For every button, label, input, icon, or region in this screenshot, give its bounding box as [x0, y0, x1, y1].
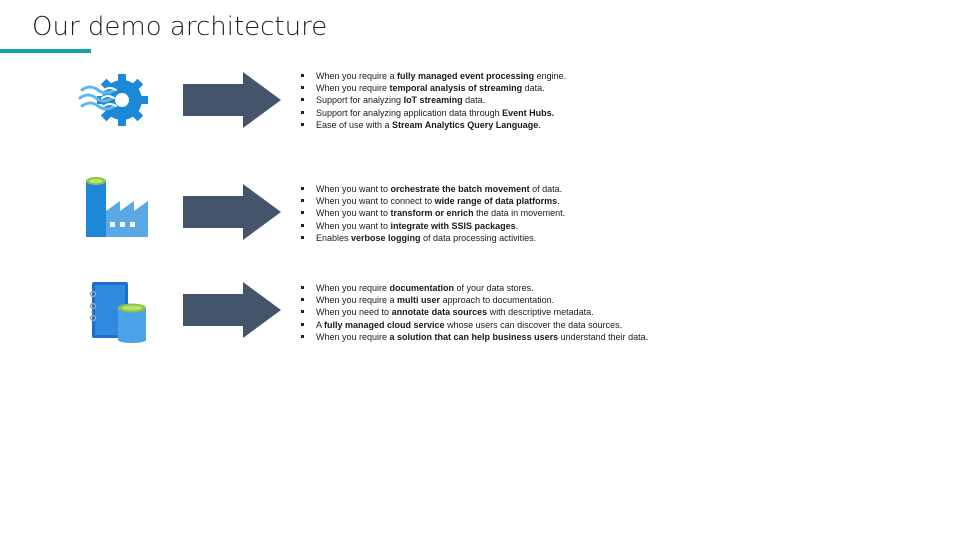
list-item: When you want to orchestrate the batch movement of data. [300, 183, 565, 195]
list-item: When you require a fully managed event processing engine. [300, 70, 566, 82]
list-item: When you require a solution that can help business users understand their data. [300, 331, 648, 343]
data-catalog-icon [86, 278, 152, 344]
stream-analytics-gear-icon [78, 72, 150, 128]
list-item: Support for analyzing IoT streaming data. [300, 94, 566, 106]
arrow-right-icon [183, 282, 281, 338]
bullet-icon [301, 224, 304, 227]
bullet-icon [301, 310, 304, 313]
data-factory-icon [84, 175, 150, 239]
list-item: When you need to annotate data sources with descriptive metadata. [300, 306, 648, 318]
bullet-icon [301, 187, 304, 190]
bullet-list-data-catalog [300, 282, 648, 343]
bullet-icon [301, 298, 304, 301]
bullet-list-stream-analytics [300, 70, 566, 131]
bullet-icon [301, 123, 304, 126]
bullet-icon [301, 199, 304, 202]
bullet-icon [301, 98, 304, 101]
bullet-icon [301, 323, 304, 326]
list-item: When you want to connect to wide range of data platforms. [300, 195, 565, 207]
list-item: When you want to transform or enrich the data in movement. [300, 207, 565, 219]
title-underline [0, 49, 91, 53]
list-item: A fully managed cloud service whose users can discover the data sources. [300, 319, 648, 331]
list-item: When you want to integrate with SSIS packages. [300, 220, 565, 232]
arrow-right-icon [183, 184, 281, 240]
list-item: When you require a multi user approach to documentation. [300, 294, 648, 306]
list-item: When you require temporal analysis of streaming data. [300, 82, 566, 94]
bullet-icon [301, 74, 304, 77]
list-item: Support for analyzing application data through Event Hubs. [300, 107, 566, 119]
bullet-list-data-factory [300, 183, 565, 244]
arrow-right-icon [183, 72, 281, 128]
slide-title: Our demo architecture [32, 12, 328, 42]
bullet-icon [301, 211, 304, 214]
list-item: Enables verbose logging of data processing activities. [300, 232, 565, 244]
bullet-icon [301, 111, 304, 114]
bullet-icon [301, 236, 304, 239]
list-item: When you require documentation of your data stores. [300, 282, 648, 294]
bullet-icon [301, 335, 304, 338]
bullet-icon [301, 286, 304, 289]
bullet-icon [301, 86, 304, 89]
list-item: Ease of use with a Stream Analytics Query Language. [300, 119, 566, 131]
